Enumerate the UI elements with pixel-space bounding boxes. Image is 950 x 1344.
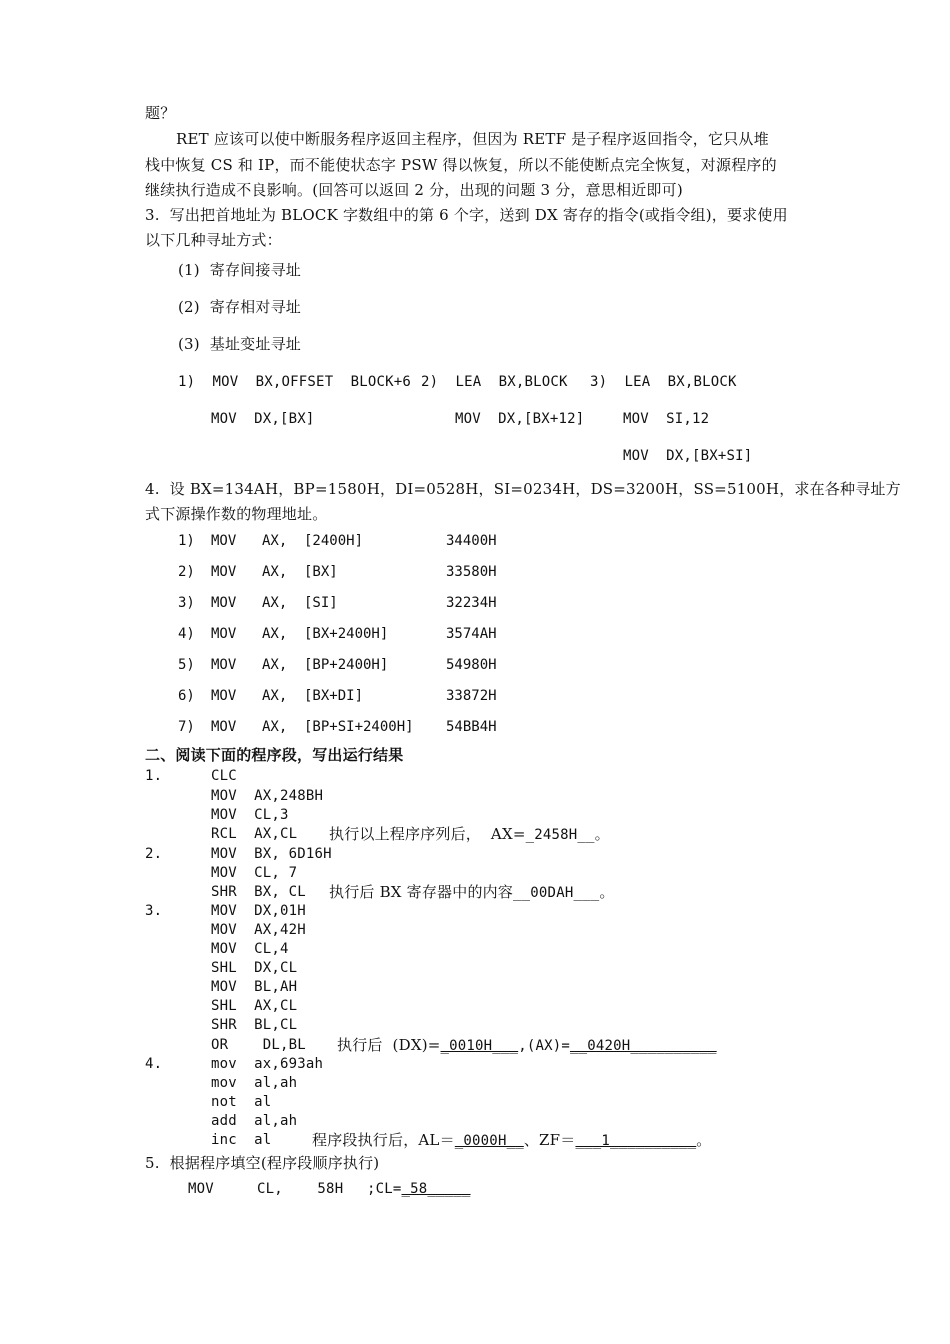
program-2-result-text: 执行后 BX 寄存器中的内容 (329, 883, 514, 901)
addressing-row-src: [BP+SI+2400H] (304, 719, 414, 735)
program-2-result-end: 。 (599, 883, 615, 901)
addressing-row-addr: 34400H (446, 533, 497, 549)
addressing-row-reg: AX, (262, 564, 288, 580)
program-4-result-end: 。 (696, 1131, 712, 1149)
program-1-result-text: 执行以上程序序列后， AX= (329, 825, 526, 843)
addressing-row-op: MOV (211, 564, 237, 580)
addressing-row-addr: 33872H (446, 688, 497, 704)
addressing-row-reg: AX, (262, 657, 288, 673)
addressing-row-n: 1) (178, 533, 195, 549)
program-4-code-line: add al,ah (211, 1113, 298, 1129)
addressing-row-src: [BX+DI] (304, 688, 364, 704)
program-4-result-mid: 、ZF＝ (523, 1131, 576, 1149)
program-4-answer-zf: ___1__________ (575, 1133, 697, 1149)
addressing-row-addr: 3574AH (446, 626, 497, 642)
program-2-code-line: MOV BX, 6D16H (211, 846, 332, 862)
addressing-row-op: MOV (211, 688, 237, 704)
program-1-code-line: MOV CL,3 (211, 807, 289, 823)
program-4-result (312, 1130, 711, 1151)
question-3-answer-3a: 3) LEA BX,BLOCK (590, 374, 737, 390)
program-3-result-text: 执行后 (DX)= (337, 1036, 441, 1054)
question-3-answer-3c: MOV DX,[BX+SI] (623, 448, 753, 464)
addressing-row-addr: 33580H (446, 564, 497, 580)
program-1-code-line: MOV AX,248BH (211, 788, 324, 804)
program-3-code-line: OR DL,BL (211, 1037, 306, 1053)
ret-answer-line-3: 继续执行造成不良影响。(回答可以返回 2 分，出现的问题 3 分，意思相近即可) (145, 181, 683, 199)
program-3-code-line: MOV BL,AH (211, 979, 298, 995)
program-2-answer: __00DAH___ (513, 885, 600, 901)
question-2-tail: 题？ (145, 104, 176, 122)
question-3-answer-2b: MOV DX,[BX+12] (455, 411, 585, 427)
program-3-number: 3. (145, 903, 163, 919)
addressing-row-n: 7) (178, 719, 195, 735)
addressing-row-addr: 54980H (446, 657, 497, 673)
question-3-answer-2a: 2) LEA BX,BLOCK (421, 374, 568, 390)
program-3-code-line: MOV AX,42H (211, 922, 306, 938)
program-5-heading: 5. 根据程序填空(程序段顺序执行) (145, 1154, 380, 1172)
question-3-option-1: (1) 寄存间接寻址 (178, 261, 301, 279)
addressing-row-op: MOV (211, 626, 237, 642)
program-3-code-line: SHL DX,CL (211, 960, 298, 976)
program-5-result (367, 1179, 471, 1199)
program-4-code-line: mov al,ah (211, 1075, 298, 1091)
addressing-row-src: [BP+2400H] (304, 657, 389, 673)
addressing-row-op: MOV (211, 719, 237, 735)
program-4-code-line: mov ax,693ah (211, 1056, 324, 1072)
program-3-result-mid: ,(AX)= (518, 1038, 570, 1054)
program-3-answer-dx: _0010H___ (440, 1038, 519, 1054)
addressing-row-n: 2) (178, 564, 195, 580)
program-1-answer: _2458H__ (525, 827, 595, 843)
program-4-result-text: 程序段执行后，AL＝ (312, 1131, 455, 1149)
addressing-row-op: MOV (211, 533, 237, 549)
addressing-row-op: MOV (211, 657, 237, 673)
program-3-code-line: MOV CL,4 (211, 941, 289, 957)
program-5-code-line: MOV CL, 58H (188, 1181, 344, 1197)
question-3-answer-1a: 1) MOV BX,OFFSET BLOCK+6 (178, 374, 411, 390)
program-1-result-end: 。 (594, 825, 610, 843)
addressing-row-reg: AX, (262, 719, 288, 735)
addressing-row-n: 3) (178, 595, 195, 611)
program-1-code-line: RCL AX,CL (211, 826, 298, 842)
program-2-number: 2. (145, 846, 163, 862)
addressing-row-reg: AX, (262, 595, 288, 611)
program-1-code-line: CLC (211, 768, 237, 784)
section-2-heading: 二、阅读下面的程序段，写出运行结果 (145, 746, 404, 764)
program-1-number: 1. (145, 768, 163, 784)
addressing-row-reg: AX, (262, 533, 288, 549)
question-4-line-2: 式下源操作数的物理地址。 (145, 505, 328, 523)
program-2-code-line: SHR BX, CL (211, 884, 306, 900)
program-3-answer-ax: __0420H__________ (569, 1038, 717, 1054)
program-4-code-line: not al (211, 1094, 272, 1110)
program-1-result (329, 824, 610, 845)
program-4-code-line: inc al (211, 1132, 272, 1148)
addressing-row-src: [BX+2400H] (304, 626, 389, 642)
program-3-code-line: SHL AX,CL (211, 998, 298, 1014)
program-2-code-line: MOV CL, 7 (211, 865, 298, 881)
addressing-row-addr: 32234H (446, 595, 497, 611)
addressing-row-src: [2400H] (304, 533, 364, 549)
addressing-row-n: 4) (178, 626, 195, 642)
addressing-row-reg: AX, (262, 688, 288, 704)
question-3-option-3: (3) 基址变址寻址 (178, 335, 301, 353)
program-5-result-text: ;CL= (367, 1181, 402, 1197)
program-4-number: 4. (145, 1056, 163, 1072)
addressing-row-src: [BX] (304, 564, 338, 580)
question-4-line-1: 4. 设 BX=134AH，BP=1580H，DI=0528H，SI=0234H，DS=3200H，SS=5100H，求在各种寻址方 (145, 480, 901, 498)
ret-answer-line-1: RET 应该可以使中断服务程序返回主程序，但因为 RETF 是子程序返回指令，它只从堆 (176, 130, 769, 148)
question-3-option-2: (2) 寄存相对寻址 (178, 298, 301, 316)
addressing-row-n: 6) (178, 688, 195, 704)
program-3-code-line: MOV DX,01H (211, 903, 306, 919)
program-4-answer-al: _0000H__ (454, 1133, 524, 1149)
addressing-row-op: MOV (211, 595, 237, 611)
question-3-line-2: 以下几种寻址方式： (145, 231, 282, 249)
question-3-answer-3b: MOV SI,12 (623, 411, 710, 427)
program-2-result (329, 882, 615, 903)
question-3-answer-1b: MOV DX,[BX] (211, 411, 315, 427)
program-5-answer: _58_____ (401, 1181, 471, 1197)
program-3-result (337, 1035, 717, 1056)
program-3-code-line: SHR BL,CL (211, 1017, 298, 1033)
addressing-row-src: [SI] (304, 595, 338, 611)
addressing-row-addr: 54BB4H (446, 719, 497, 735)
addressing-row-n: 5) (178, 657, 195, 673)
question-3-line-1: 3. 写出把首地址为 BLOCK 字数组中的第 6 个字，送到 DX 寄存的指令(或指令组)，要求使用 (145, 206, 788, 224)
ret-answer-line-2: 栈中恢复 CS 和 IP，而不能使状态字 PSW 得以恢复，所以不能使断点完全恢复，对源程序的 (145, 156, 777, 174)
addressing-row-reg: AX, (262, 626, 288, 642)
